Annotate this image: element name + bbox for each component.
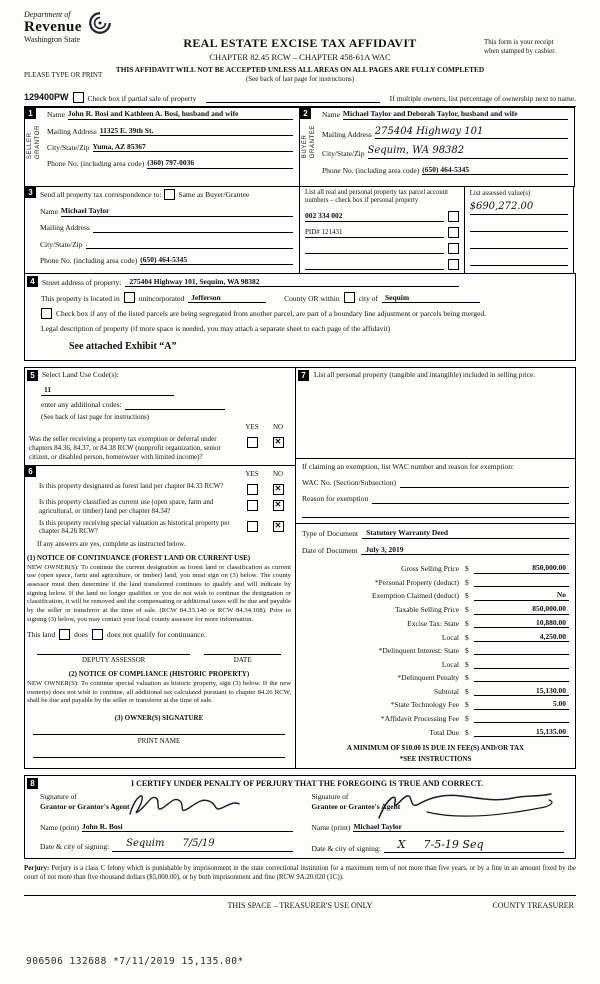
historic-question: Is this property receiving special valuation as historical property per chapter 84.26 RCW?	[39, 518, 230, 536]
parcel-2-personal-checkbox[interactable]	[448, 227, 459, 238]
fee-label: Local	[441, 632, 459, 642]
section-7-badge: 7	[298, 370, 309, 381]
fee-label: Excise Tax: State	[407, 618, 459, 628]
historic-no-checkbox[interactable]: ✕	[273, 521, 284, 532]
seller-word: SELLER	[27, 132, 33, 160]
street-address-field[interactable]: 275404 Highway 101, Sequim, WA 98382	[125, 277, 459, 287]
does-not-label: does not qualify for continuance.	[106, 630, 206, 640]
dollar-sign: $	[465, 686, 469, 696]
buyer-mailing-field[interactable]: 275404 Highway 101	[375, 126, 568, 140]
yes-header-6: YES	[245, 470, 259, 479]
dor-logo-text	[24, 10, 82, 45]
same-as-buyer-checkbox[interactable]	[164, 189, 175, 200]
partial-sale-label: Check box if partial sale of property	[87, 93, 197, 103]
print-name-label: PRINT NAME	[137, 736, 181, 745]
certification-section	[24, 775, 576, 859]
exemption-question: Was the seller receiving a property tax exemption or deferral under chapters 84.36, 84.37, or 84.38 RCW (nonprofit organization, senior citizen, or disabled person, homeowner with limited income)?	[29, 435, 221, 461]
revenue-label: Revenue	[24, 19, 82, 35]
section-2-badge: 2	[300, 108, 311, 119]
grantee-date-handwriting: 7-5-19 Seq	[423, 838, 484, 852]
dollar-sign: $	[465, 646, 469, 656]
fee-value-field[interactable]: 850,000.00	[474, 563, 569, 573]
assessed-value-field-2[interactable]	[470, 218, 568, 232]
dollar-sign: $	[465, 713, 469, 723]
exemption-no-checkbox[interactable]: ✕	[273, 437, 284, 448]
notice-1-body: NEW OWNER(S): To continue the current designation as forest land or classification as current use (open space, farm and agriculture, or timber) land, you must sign on (3) below. The county assessor must then determine if the land transferred continues to qualify and will indicate by signing below. If the land no longer qualifies or you do not wish to continue the designation or classification, it will be removed and the compensating or additional taxes will be due and payable by the seller or transferor at the time of sale. (RCW 84.33.140 or RCW 84.34.108). Prior to signing (3) below, you may contact your local county assessor for more information.	[27, 563, 291, 623]
parcel-3-field[interactable]	[305, 244, 444, 254]
section-3-row	[24, 186, 576, 274]
corr-csz-label: City/State/Zip	[40, 239, 83, 249]
corr-csz-field[interactable]: .	[86, 239, 294, 249]
seller-phone-label: Phone No. (including area code)	[47, 159, 145, 169]
land-use-label: Select Land Use Code(s):	[42, 370, 119, 380]
corr-mailing-field[interactable]	[93, 223, 293, 233]
fee-label: Exemption Claimed (deduct)	[371, 591, 459, 601]
grantee-name-print-label: Name (print)	[311, 822, 351, 832]
no-header-6: NO	[272, 470, 284, 479]
reason-exemption-line-2[interactable]	[302, 506, 569, 518]
grantor-signature[interactable]	[122, 788, 242, 824]
section-8-badge: 8	[27, 778, 38, 789]
parcel-list-section	[299, 186, 465, 274]
does-label: does	[74, 630, 88, 640]
fee-row-total-due	[302, 727, 569, 737]
fee-value-field[interactable]: 5.00	[474, 699, 569, 709]
exemption-claim-label: If claiming an exemption, list WAC number and reason for exemption:	[302, 462, 515, 472]
deputy-assessor-line[interactable]: DEPUTY ASSESSOR	[37, 654, 190, 665]
legal-description-value[interactable]: See attached Exhibit “A”	[69, 340, 177, 352]
multiple-owners-note: If multiple owners, list percentage of ownership next to name.	[389, 93, 576, 103]
fee-row-technology	[302, 699, 569, 709]
perjury-label: Perjury:	[24, 865, 50, 873]
cashier-stamp: 906506 132688 *7/11/2019 15,135.00*	[26, 956, 244, 968]
segregated-checkbox[interactable]	[41, 308, 52, 319]
dollar-sign: $	[465, 577, 469, 587]
form-title: REAL ESTATE EXCISE TAX AFFIDAVIT	[183, 36, 417, 50]
minimum-fee-note: A MINIMUM OF $10.00 IS DUE IN FEE(S) AND/OR TAX	[346, 743, 525, 752]
buyer-section	[299, 107, 575, 187]
parcel-pid-field[interactable]: PID# 121431	[305, 228, 444, 238]
fee-label: *Delinquent Penalty	[397, 672, 459, 682]
this-land-label: This land	[27, 630, 56, 640]
print-name-line[interactable]	[33, 746, 285, 758]
fee-value-field[interactable]	[474, 713, 569, 723]
parcel-3-personal-checkbox[interactable]	[448, 243, 459, 254]
does-qualify-checkbox[interactable]	[59, 629, 70, 640]
seller-section	[24, 107, 300, 187]
current-use-no-checkbox[interactable]: ✕	[273, 500, 284, 511]
dor-swirl-icon	[87, 10, 113, 36]
reason-exemption-label: Reason for exemption	[302, 494, 369, 504]
dollar-sign: $	[465, 618, 469, 628]
fee-row-delinquent-state	[302, 645, 569, 655]
fee-label: Total Due	[429, 727, 459, 737]
fee-value-field[interactable]: 4,250.00	[474, 632, 569, 642]
buyer-word: BUYER	[302, 134, 308, 159]
buyer-phone-field[interactable]: (650) 464-5345	[422, 165, 568, 175]
dollar-sign: $	[465, 605, 469, 615]
historic-yes-checkbox[interactable]	[247, 521, 258, 532]
buyer-name-label: Name	[322, 110, 340, 120]
grantor-agent-label: Grantor or Grantor's Agent	[40, 802, 130, 812]
seller-name-label: Name	[47, 110, 65, 120]
notice-1-title: (1) NOTICE OF CONTINUANCE (FOREST LAND OR CURRENT USE)	[27, 553, 251, 562]
corr-mailing-label: Mailing Address	[40, 223, 90, 233]
yes-header: YES	[245, 423, 259, 432]
fee-value-field[interactable]: 10,880.00	[474, 618, 569, 628]
grantee-signature[interactable]	[369, 788, 559, 828]
dor-logo	[24, 10, 113, 45]
section-1-badge: 1	[25, 108, 36, 119]
exemption-section	[295, 458, 576, 524]
divider-line	[206, 94, 379, 103]
forest-no-checkbox[interactable]: ✕	[273, 484, 284, 495]
partial-sale-checkbox[interactable]	[73, 92, 84, 103]
parcel-number-field[interactable]: 002 334 002	[305, 211, 444, 221]
see-instructions-note: *SEE INSTRUCTIONS	[399, 754, 472, 763]
fee-value-field[interactable]	[474, 672, 569, 682]
seller-side-label	[27, 125, 42, 159]
grantee-signature-of-label: Signature of	[311, 792, 349, 802]
assessed-value-field-3[interactable]	[470, 235, 568, 249]
fee-row-taxable	[302, 604, 569, 614]
reason-exemption-field[interactable]	[372, 494, 569, 504]
dollar-sign: $	[465, 564, 469, 574]
grantee-agent-label: Grantee or Grantee's Agent	[311, 802, 401, 812]
grantee-word: GRANTEE	[309, 125, 316, 159]
fee-value-field[interactable]	[474, 577, 569, 587]
seller-csz-label: City/State/Zip	[47, 143, 90, 152]
unincorporated-checkbox[interactable]	[124, 292, 135, 303]
fee-label: Taxable Selling Price	[394, 605, 459, 615]
no-header: NO	[272, 423, 284, 432]
county-field[interactable]: Jefferson	[188, 293, 266, 303]
section-5-badge: 5	[27, 370, 38, 381]
fee-table	[302, 560, 569, 737]
fee-value-field[interactable]: 850,000.00	[474, 604, 569, 614]
doc-number-row	[24, 92, 576, 103]
current-use-yes-checkbox[interactable]	[247, 500, 258, 511]
section-3-badge: 3	[25, 187, 36, 198]
dollar-sign: $	[465, 672, 469, 682]
fee-value-field[interactable]: 15,135.00	[474, 727, 569, 737]
section-6-badge: 6	[25, 466, 36, 477]
county-treasurer-label: COUNTY TREASURER	[492, 900, 574, 910]
receipt-note-line2: when stamped by cashier.	[484, 47, 556, 56]
please-type-label: PLEASE TYPE OR PRINT	[24, 71, 103, 79]
title-block	[80, 8, 520, 83]
type-of-document-field[interactable]: Statutory Warranty Deed	[362, 528, 569, 538]
owners-signature-line[interactable]	[33, 723, 285, 735]
document-number: 129400PW	[24, 92, 69, 102]
date-of-document-label: Date of Document	[302, 545, 358, 555]
assessed-value-field[interactable]: $690,272.00	[470, 201, 568, 215]
seller-mailing-field[interactable]: 11325 E. 39th St.	[100, 126, 293, 136]
correspondence-section	[24, 186, 300, 274]
grantor-date-handwriting: 7/5/19	[182, 838, 215, 850]
grantor-word: GRANTOR	[34, 125, 41, 160]
grantor-signature-of-label: Signature of	[40, 792, 77, 802]
yes-no-header-5	[27, 423, 291, 432]
fee-row-exemption-claimed	[302, 590, 569, 600]
fee-label: *Affidavit Processing Fee	[380, 713, 459, 723]
fee-row-processing	[302, 713, 569, 723]
treasurer-space-label: THIS SPACE – TREASURER'S USE ONLY	[227, 900, 373, 910]
see-back-note: (See back of last page for instructions)	[245, 74, 355, 83]
street-address-label: Street address of property:	[42, 277, 122, 287]
personal-property-label: List all personal property (tangible and intangible) included in selling price.	[314, 370, 536, 380]
fee-row-personal-property	[302, 577, 569, 587]
grantee-date-city-label: Date & city of signing:	[311, 843, 381, 853]
corr-phone-field[interactable]: (650) 464-5345	[140, 255, 293, 265]
city-of-label: city of	[358, 293, 378, 303]
personal-property-section	[295, 367, 576, 459]
yes-no-header-6	[27, 470, 291, 479]
corr-phone-label: Phone No. (including area code)	[40, 256, 138, 265]
grantee-signature-block	[299, 792, 571, 853]
owners-signature-label: (3) OWNER(S) SIGNATURE	[114, 714, 204, 723]
wac-no-field[interactable]	[400, 478, 569, 488]
fee-value-field[interactable]: 15,130.00	[474, 686, 569, 696]
fee-label: Subtotal	[433, 686, 459, 696]
assessed-value-header: List assessed value(s)	[469, 189, 531, 198]
does-not-qualify-checkbox[interactable]	[92, 629, 103, 640]
forest-land-question: Is this property designated as forest land per chapter 84.33 RCW?	[39, 482, 224, 490]
buyer-csz-label: City/State/Zip	[322, 149, 365, 159]
grantor-name-field[interactable]: John R. Bosi	[82, 822, 293, 832]
fee-row-subtotal	[302, 686, 569, 696]
form-header	[24, 8, 576, 92]
fee-value-field[interactable]	[474, 659, 569, 669]
current-use-question: Is this property classified as current use (open space, farm and agricultural, or timber) land per chapter 84.34?	[39, 498, 214, 515]
grantee-date-city-field[interactable]	[384, 838, 564, 853]
segregated-label: Check box if any of the listed parcels are being segregated from another parcel, are part of a boundary line adjustment or parcels being merged.	[56, 309, 487, 319]
dollar-sign: $	[465, 727, 469, 737]
forest-yes-checkbox[interactable]	[247, 484, 258, 495]
buyer-name-field[interactable]: Michael Taylor and Deborah Taylor, husband and wife	[343, 109, 568, 119]
fee-label: *State Technology Fee	[390, 700, 459, 710]
additional-codes-label: enter any additional codes:	[41, 400, 122, 410]
parcel-4-field[interactable]	[305, 260, 444, 270]
designation-section	[24, 465, 296, 769]
grantor-date-city-label: Date & city of signing:	[40, 842, 110, 852]
certification-statement: I CERTIFY UNDER PENALTY OF PERJURY THAT THE FOREGOING IS TRUE AND CORRECT.	[130, 778, 483, 788]
city-checkbox[interactable]	[344, 292, 355, 303]
grantee-name-field[interactable]: Michael Taylor	[353, 822, 564, 832]
wac-no-label: WAC No. (Section/Subsection)	[302, 478, 396, 488]
parcel-1-personal-checkbox[interactable]	[448, 211, 459, 222]
fee-row-excise-state	[302, 618, 569, 628]
if-yes-note: If any answers are yes, complete as instructed below.	[37, 540, 186, 548]
exemption-yes-checkbox[interactable]	[247, 437, 258, 448]
grantee-x-handwriting: X	[397, 838, 406, 852]
buyer-side-label	[302, 125, 317, 158]
unincorporated-label: unincorporated	[138, 293, 185, 303]
party-row	[24, 106, 576, 187]
washington-state-label: Washington State	[24, 35, 81, 44]
county-or-within-label: County OR within	[284, 293, 340, 303]
treasurer-row	[24, 895, 576, 911]
grantor-city-handwriting: Sequim	[126, 838, 165, 850]
located-in-label: This property is located in	[41, 293, 120, 303]
grantor-date-city-field[interactable]	[112, 838, 292, 852]
seller-phone-field[interactable]: (360) 797-0036	[147, 158, 293, 168]
dollar-sign: $	[465, 700, 469, 710]
fee-value-field[interactable]: No	[474, 590, 569, 600]
dollar-sign: $	[465, 591, 469, 601]
type-of-document-label: Type of Document	[302, 529, 359, 539]
receipt-note-line1: This form is your receipt	[484, 38, 554, 46]
grantor-signature-block	[27, 792, 299, 853]
fee-label: Local	[441, 659, 459, 669]
main-columns	[24, 367, 576, 769]
fee-label: Gross Selling Price	[401, 564, 459, 574]
grantor-name-print-label: Name (print)	[40, 822, 79, 832]
city-field[interactable]: Sequim	[382, 293, 480, 303]
notice-2-title: (2) NOTICE OF COMPLIANCE (HISTORIC PROPERTY)	[68, 670, 250, 679]
department-of-label: Department of	[24, 10, 71, 19]
seller-mailing-label: Mailing Address	[47, 126, 97, 136]
receipt-note	[484, 38, 576, 57]
chapter-line: CHAPTER 82.45 RCW – CHAPTER 458-61A WAC	[209, 52, 391, 62]
see-back-note-5: (See back of last page for instructions)	[41, 412, 150, 421]
assessed-value-field-4[interactable]	[470, 252, 568, 266]
additional-codes-field[interactable]	[125, 400, 225, 410]
document-fees-section	[295, 523, 576, 769]
warning-line: THIS AFFIDAVIT WILL NOT BE ACCEPTED UNLESS ALL AREAS ON ALL PAGES ARE FULLY COMPLETED	[115, 64, 485, 74]
seller-name-field[interactable]: John R. Bosi and Kathleen A. Bosi, husband and wife	[68, 109, 293, 119]
fee-value-field[interactable]	[474, 645, 569, 655]
fee-row-delinquent-penalty	[302, 672, 569, 682]
fee-row-delinquent-local	[302, 659, 569, 669]
right-column	[295, 367, 576, 769]
land-use-code-field[interactable]: 11	[41, 385, 174, 395]
deputy-date-line[interactable]: DATE	[204, 654, 281, 665]
perjury-paragraph	[24, 864, 576, 883]
corr-name-field[interactable]: Michael Taylor	[61, 206, 293, 216]
dollar-sign: $	[465, 632, 469, 642]
fee-row-excise-local	[302, 632, 569, 642]
buyer-mailing-label: Mailing Address	[322, 129, 372, 139]
date-of-document-field[interactable]: July 3, 2019	[361, 545, 569, 555]
legal-description-label: Legal description of property (if more space is needed, you may attach a separate sheet to each page of the affidavit)	[41, 324, 391, 334]
land-use-section	[24, 367, 296, 466]
same-as-buyer-label: Same as Buyer/Grantee	[178, 190, 250, 200]
fee-label: *Personal Property (deduct)	[374, 577, 459, 587]
send-correspondence-label: Send all property tax correspondence to:	[40, 190, 162, 200]
dollar-sign: $	[465, 659, 469, 669]
buyer-csz-field[interactable]: Sequim, WA 98382	[368, 145, 569, 159]
property-section	[24, 273, 576, 361]
fee-row-gross	[302, 563, 569, 573]
corr-name-label: Name	[40, 207, 58, 217]
fee-label: *Delinquent Interest: State	[378, 646, 459, 656]
left-column	[24, 367, 296, 769]
assessed-value-section	[464, 186, 574, 274]
perjury-text: Perjury is a class C felony which is punishable by imprisonment in the state correctional institution for a maximum term of not more than five years, or by a fine in an amount fixed by the court of not more than five thousand dollars ($5,000.00), or by both imprisonment and fine (RCW 9A.20.020 (1C)).	[24, 865, 576, 882]
notice-2-body: NEW OWNER(S): To continue special valuation as historic property, sign (3) below. If the new owner(s) does not wish to continue, all additional tax calculated pursuant to chapter 84.26 RCW, shall be due and payable by the seller or transferor at the time of sale.	[27, 679, 291, 705]
section-4-badge: 4	[27, 276, 38, 287]
parcel-4-personal-checkbox[interactable]	[448, 259, 459, 270]
buyer-phone-label: Phone No. (including area code)	[322, 165, 420, 175]
parcel-list-header: List all real and personal property tax parcel account numbers – check box if personal property	[305, 189, 449, 205]
seller-csz-field[interactable]: Yuma, AZ 85367	[93, 142, 294, 152]
